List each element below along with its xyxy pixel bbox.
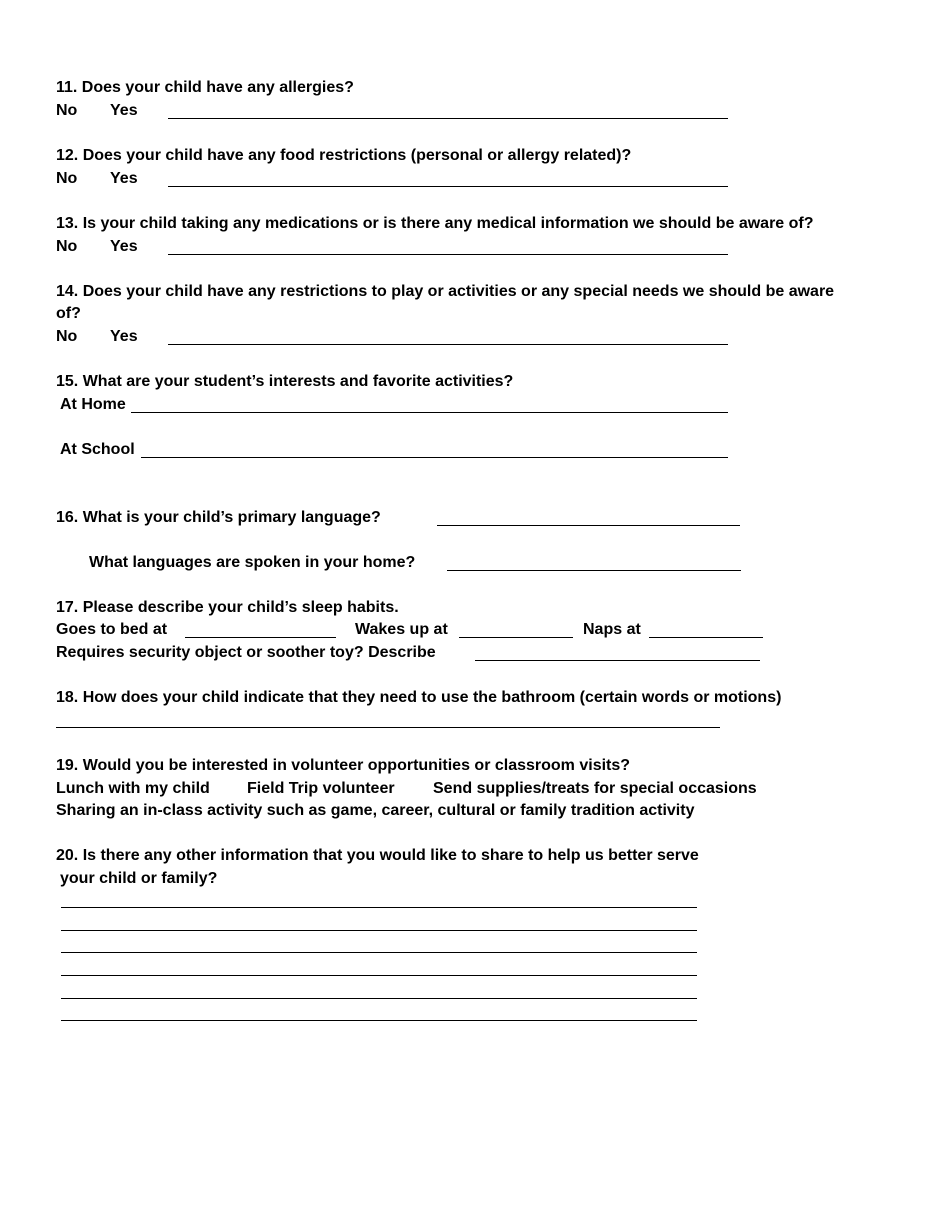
wakes-up-answer-line[interactable]	[459, 637, 573, 638]
bathroom-answer-line[interactable]	[56, 727, 720, 728]
question-17: 17. Please describe your child’s sleep habits.	[56, 599, 399, 616]
q14-no-option[interactable]: No	[56, 328, 78, 345]
option-field-trip-volunteer[interactable]: Field Trip volunteer	[247, 780, 395, 797]
question-18: 18. How does your child indicate that they need to use the bathroom (certain words or motions)	[56, 689, 782, 706]
primary-language-answer-line[interactable]	[437, 525, 740, 526]
q11-answer-line[interactable]	[168, 118, 728, 119]
other-info-answer-line[interactable]	[61, 1020, 697, 1021]
q14-yes-option[interactable]: Yes	[110, 328, 138, 345]
home-languages-answer-line[interactable]	[447, 570, 741, 571]
goes-to-bed-answer-line[interactable]	[185, 637, 336, 638]
security-object-answer-line[interactable]	[475, 660, 760, 661]
naps-label: Naps at	[583, 621, 641, 638]
question-11: 11. Does your child have any allergies?	[56, 79, 354, 96]
question-13: 13. Is your child taking any medications or is there any medical information we should be aware of?	[56, 215, 814, 232]
home-languages-question: What languages are spoken in your home?	[89, 554, 416, 571]
q11-no-option[interactable]: No	[56, 102, 78, 119]
at-home-answer-line[interactable]	[131, 412, 728, 413]
option-lunch-with-child[interactable]: Lunch with my child	[56, 780, 210, 797]
option-sharing-activity[interactable]: Sharing an in-class activity such as game, career, cultural or family tradition activity	[56, 802, 695, 819]
other-info-answer-line[interactable]	[61, 975, 697, 976]
question-20-line-1: 20. Is there any other information that you would like to share to help us better serve	[56, 847, 699, 864]
other-info-answer-line[interactable]	[61, 907, 697, 908]
q12-no-option[interactable]: No	[56, 170, 78, 187]
question-12: 12. Does your child have any food restrictions (personal or allergy related)?	[56, 147, 632, 164]
question-14-line-2: of?	[56, 305, 81, 322]
question-15: 15. What are your student’s interests and favorite activities?	[56, 373, 514, 390]
other-info-answer-line[interactable]	[61, 952, 697, 953]
wakes-up-label: Wakes up at	[355, 621, 448, 638]
q14-answer-line[interactable]	[168, 344, 728, 345]
q12-yes-option[interactable]: Yes	[110, 170, 138, 187]
q12-answer-line[interactable]	[168, 186, 728, 187]
other-info-answer-line[interactable]	[61, 998, 697, 999]
at-home-label: At Home	[60, 396, 126, 413]
question-14-line-1: 14. Does your child have any restrictions to play or activities or any special needs we should be aware	[56, 283, 835, 300]
security-object-label: Requires security object or soother toy? Describe	[56, 644, 436, 661]
q11-yes-option[interactable]: Yes	[110, 102, 138, 119]
question-19: 19. Would you be interested in volunteer opportunities or classroom visits?	[56, 757, 631, 774]
at-school-label: At School	[60, 441, 135, 458]
at-school-answer-line[interactable]	[141, 457, 728, 458]
naps-answer-line[interactable]	[649, 637, 763, 638]
other-info-answer-line[interactable]	[61, 930, 697, 931]
option-send-supplies[interactable]: Send supplies/treats for special occasions	[433, 780, 757, 797]
q13-yes-option[interactable]: Yes	[110, 238, 138, 255]
q13-answer-line[interactable]	[168, 254, 728, 255]
question-20-line-2: your child or family?	[60, 870, 218, 887]
question-16: 16. What is your child’s primary language?	[56, 509, 381, 526]
q13-no-option[interactable]: No	[56, 238, 78, 255]
goes-to-bed-label: Goes to bed at	[56, 621, 168, 638]
